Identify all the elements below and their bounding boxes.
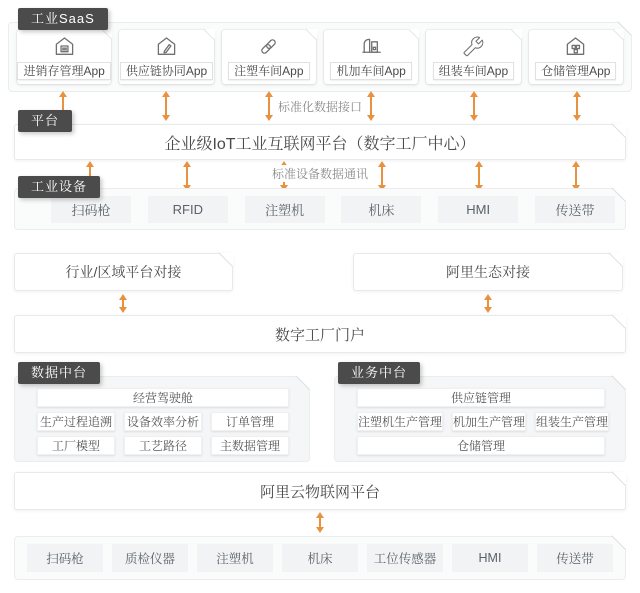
bidirectional-arrow xyxy=(183,161,191,191)
app-card-assembly-workshop xyxy=(426,30,520,84)
device-box: 扫码枪 xyxy=(27,544,103,572)
chain-link-icon xyxy=(256,34,281,59)
app-card-machining-workshop xyxy=(324,30,418,84)
module-box: 供应链管理 xyxy=(357,388,605,407)
bidirectional-arrow xyxy=(572,161,580,191)
iot-platform-box xyxy=(14,124,626,160)
module-box: 注塑机生产管理 xyxy=(357,412,443,431)
saas-panel xyxy=(8,22,632,92)
aliyun-iot-platform-box xyxy=(14,472,626,510)
bidirectional-arrow xyxy=(119,294,127,313)
supply-chain-house-icon xyxy=(154,34,179,59)
bidirectional-arrow xyxy=(316,512,324,533)
device-box: 机床 xyxy=(341,196,421,223)
business-platform-panel xyxy=(334,376,626,462)
bidirectional-arrow xyxy=(265,91,273,121)
module-box: 设备效率分析 xyxy=(124,412,202,431)
module-box: 机加生产管理 xyxy=(452,412,526,431)
app-label: 注塑车间App xyxy=(228,62,309,80)
ali-ecosystem-integration-box xyxy=(353,253,623,291)
module-box: 仓储管理 xyxy=(357,436,605,455)
device-box: HMI xyxy=(438,196,518,223)
module-box: 经营驾驶舱 xyxy=(37,388,289,407)
digital-factory-portal-box xyxy=(14,315,626,353)
section-badge-platform: 平台 xyxy=(18,110,72,132)
data-platform-panel xyxy=(14,376,310,462)
field-device-panel xyxy=(14,536,626,580)
device-box: 机床 xyxy=(282,544,358,572)
iot-platform-title: 企业级IoT工业互联网平台（数字工厂中心） xyxy=(164,135,476,153)
bidirectional-arrow xyxy=(573,91,581,121)
device-box: 工位传感器 xyxy=(367,544,443,572)
app-card-warehouse xyxy=(529,30,623,84)
aliyun-iot-platform-title: 阿里云物联网平台 xyxy=(259,483,380,501)
wrench-icon xyxy=(461,34,486,59)
ali-ecosystem-integration-label: 阿里生态对接 xyxy=(446,264,530,280)
saas-platform-arrow-row xyxy=(8,91,632,121)
device-box: 质检仪器 xyxy=(112,544,188,572)
module-box: 主数据管理 xyxy=(211,436,289,455)
bidirectional-arrow xyxy=(475,161,483,191)
app-label: 供应链协同App xyxy=(120,62,213,80)
standard-data-interface-label: 标准化数据接口 xyxy=(274,98,366,115)
section-badge-saas: 工业SaaS xyxy=(18,8,108,30)
standard-device-comm-label: 标准设备数据通讯 xyxy=(268,165,372,182)
platform-device-arrow-row xyxy=(14,161,626,191)
app-label: 组装车间App xyxy=(433,62,514,80)
industry-platform-integration-box xyxy=(14,253,233,291)
app-card-inventory xyxy=(17,30,111,84)
digital-factory-portal-title: 数字工厂门户 xyxy=(274,326,365,344)
bidirectional-arrow xyxy=(378,161,386,191)
device-box: 传送带 xyxy=(535,196,615,223)
module-box: 生产过程追溯 xyxy=(37,412,115,431)
section-badge-business-platform: 业务中台 xyxy=(338,362,420,384)
bidirectional-arrow xyxy=(470,91,478,121)
bidirectional-arrow xyxy=(162,91,170,121)
module-box: 订单管理 xyxy=(211,412,289,431)
module-box: 工厂模型 xyxy=(37,436,115,455)
app-label: 进销存管理App xyxy=(17,62,110,80)
section-badge-industrial-devices: 工业设备 xyxy=(18,176,100,198)
device-box: HMI xyxy=(452,544,528,572)
industrial-device-panel xyxy=(14,188,626,230)
app-card-supply-chain xyxy=(119,30,213,84)
section-badge-data-platform: 数据中台 xyxy=(18,362,100,384)
app-label: 机加车间App xyxy=(330,62,411,80)
inventory-home-icon xyxy=(52,34,77,59)
app-label: 仓储管理App xyxy=(535,62,616,80)
app-card-injection-workshop xyxy=(222,30,316,84)
bidirectional-arrow xyxy=(484,294,492,313)
bidirectional-arrow xyxy=(367,91,375,121)
warehouse-icon xyxy=(563,34,588,59)
device-box: 注塑机 xyxy=(245,196,325,223)
device-box: 传送带 xyxy=(537,544,613,572)
machine-tool-icon xyxy=(359,34,384,59)
device-box: 扫码枪 xyxy=(51,196,131,223)
module-box: 组装生产管理 xyxy=(535,412,609,431)
device-box: 注塑机 xyxy=(197,544,273,572)
module-box: 工艺路径 xyxy=(124,436,202,455)
device-box: RFID xyxy=(148,196,228,223)
industry-platform-integration-label: 行业/区域平台对接 xyxy=(65,264,182,280)
